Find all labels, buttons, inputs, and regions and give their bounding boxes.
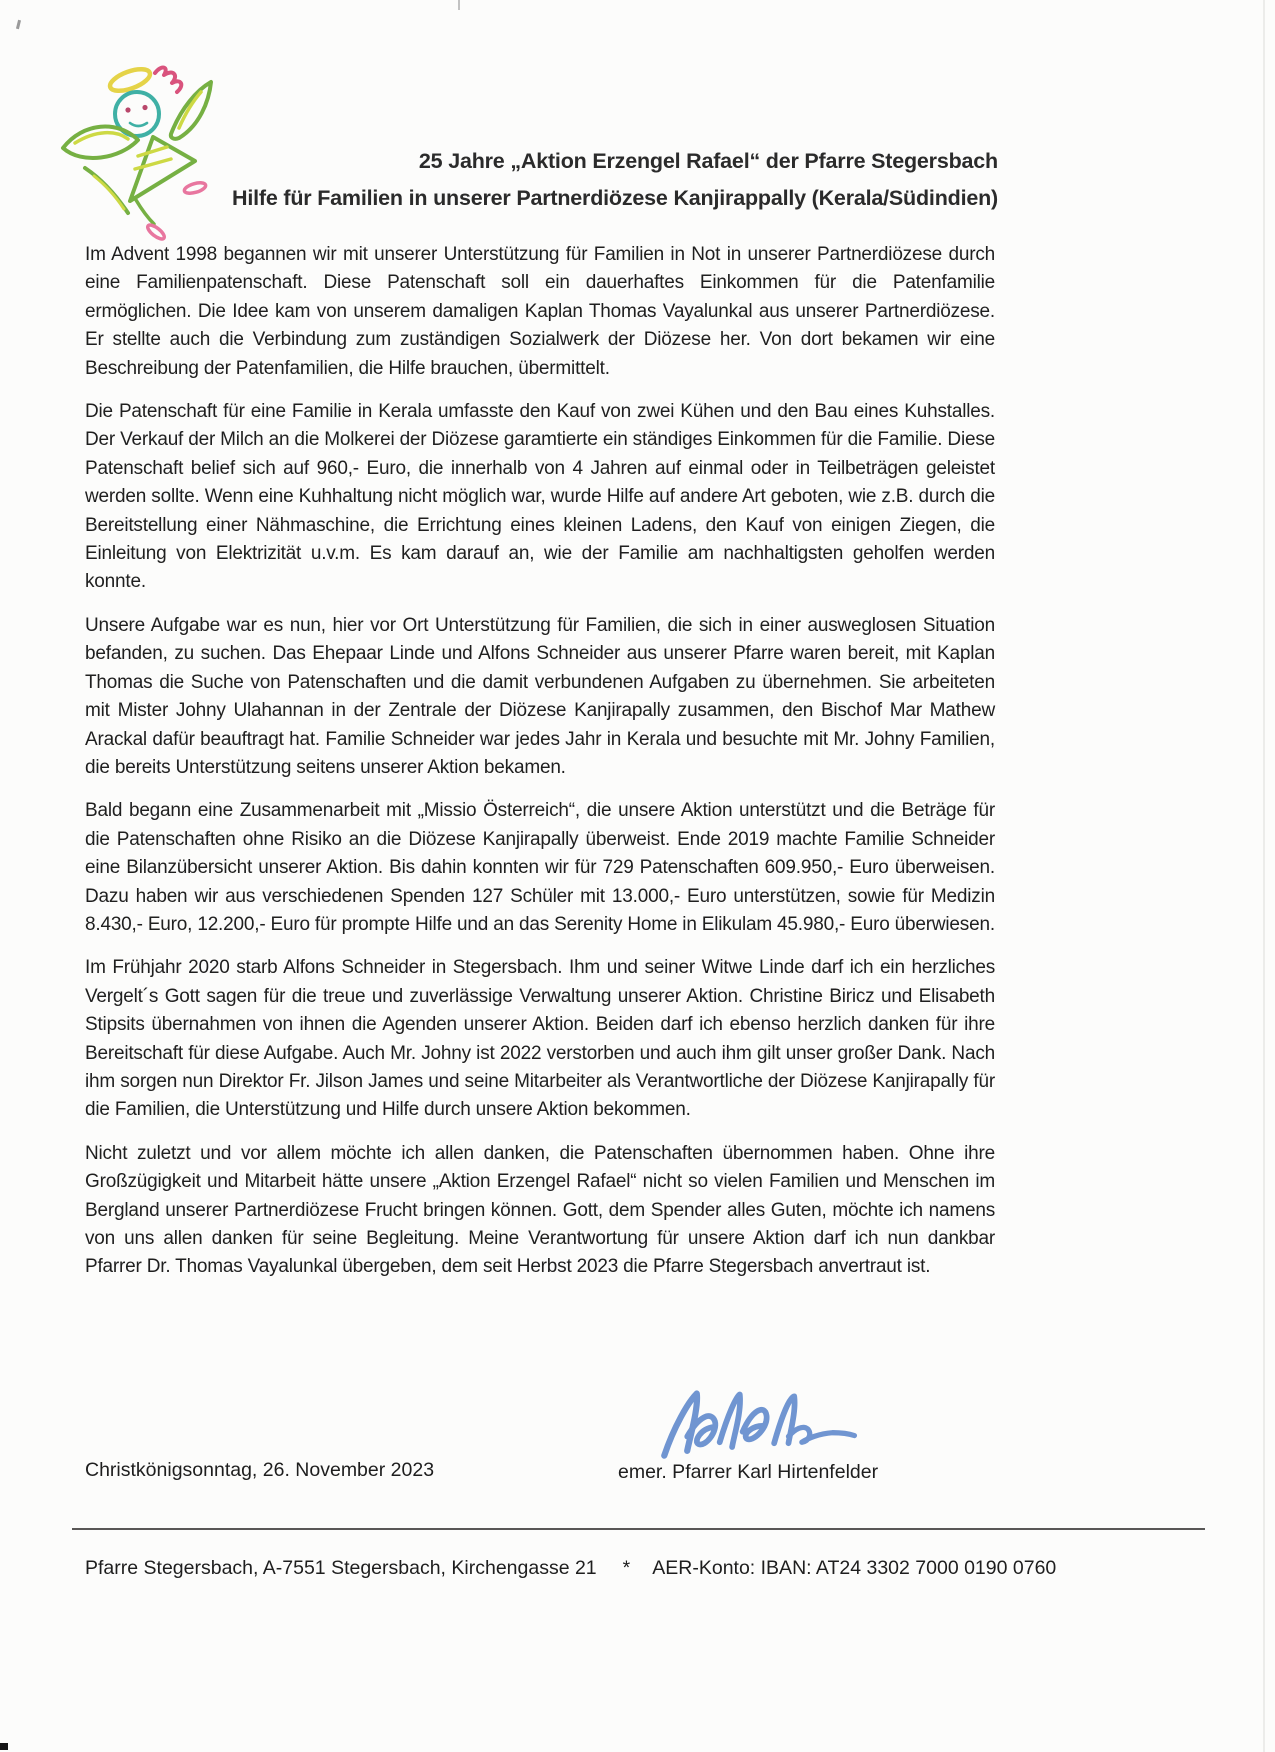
paragraph-6: Nicht zuletzt und vor allem möchte ich allen danken, die Patenschaften übernommen haben. Ohne ihre Großzügigkeit und Mitarbeit hätte unsere „Aktion Erzengel Rafael“ nicht so vielen Familien und Menschen im Bergland unserer Partnerdiözese Frucht bringen können. Gott, dem Spender alles Guten, möchte ich namens von uns allen danken für seine Begleitung. Meine Verantwortung für unsere Aktion darf ich nun dankbar Pfarrer Dr. Thomas Vayalunkal übergeben, dem seit Herbst 2023 die Pfarre Stegersbach anvertraut ist. bbox=[85, 1142, 995, 1278]
footer-account: AER-Konto: IBAN: AT24 3302 7000 0190 0760 bbox=[652, 1557, 1057, 1579]
scan-artifact bbox=[458, 0, 460, 10]
title-line-1: 25 Jahre „Aktion Erzengel Rafael“ der Pfarre Stegersbach bbox=[418, 149, 998, 173]
title-line-2: Hilfe für Familien in unserer Partnerdiözese Kanjirappally (Kerala/Südindien) bbox=[232, 186, 998, 210]
footer-separator: * bbox=[622, 1557, 631, 1579]
scan-artifact bbox=[16, 20, 21, 29]
letter-title bbox=[0, 143, 998, 217]
paragraph-5: Im Frühjahr 2020 starb Alfons Schneider in Stegersbach. Ihm und seiner Witwe Linde darf ich ein herzliches Vergelt´s Gott sagen für die treue und zuverlässige Verwaltung unserer Aktion. Christine Biricz und Elisabeth Stipsits übernahmen von ihnen die Agenden unserer Aktion. Beiden darf ich ebenso herzlich danken für ihre Bereitschaft für diese Aufgabe. Auch Mr. Johny ist 2022 verstorben und auch ihm gilt unser großer Dank. Nach ihm sorgen nun Direktor Fr. Jilson James und seine Mitarbeiter als Verantwortliche der Diözese Kanjirapally für die Familien, die Unterstützung und Hilfe durch unsere Aktion bekommen. bbox=[85, 957, 995, 1121]
paragraph-2: Die Patenschaft für eine Familie in Kerala umfasste den Kauf von zwei Kühen und den Bau eines Kuhstalles. Der Verkauf der Milch an die Molkerei der Diözese garamtierte ein ständiges Einkommen für die Familie. Diese Patenschaft belief sich auf 960,- Euro, die innerhalb von 4 Jahren auf einmal oder in Teilbeträgen geleistet werden sollte. Wenn eine Kuhhaltung nicht möglich war, wurde Hilfe auf andere Art geboten, wie z.B. durch die Bereitstellung einer Nähmaschine, die Errichtung eines kleinen Ladens, den Kauf von einigen Ziegen, die Einleitung von Elektrizität u.v.m. Es kam darauf an, wie der Familie am nachhaltigsten geholfen werden konnte. bbox=[85, 401, 995, 593]
paragraph-4: Bald begann eine Zusammenarbeit mit „Missio Österreich“, die unsere Aktion unterstützt und die Beträge für die Patenschaften ohne Risiko an die Diözese Kanjirapally überweist. Ende 2019 machte Familie Schneider eine Bilanzübersicht unserer Aktion. Bis dahin konnten wir für 729 Patenschaften 609.950,- Euro überweisen. Dazu haben wir aus verschiedenen Spenden 127 Schüler mit 13.000,- Euro unterstützen, sowie für Medizin 8.430,- Euro, 12.200,- Euro für prompte Hilfe und an das Serenity Home in Elikulam 45.980,- Euro überwiesen. bbox=[85, 800, 995, 935]
paragraph-3: Unsere Aufgabe war es nun, hier vor Ort Unterstützung für Familien, die sich in einer ausweglosen Situation befanden, zu suchen. Das Ehepaar Linde und Alfons Schneider aus unserer Pfarre waren bereit, mit Kaplan Thomas die Suche von Patenschaften und die damit verbundenen Aufgaben zu übernehmen. Sie arbeiteten mit Mister Johny Ulahannan in der Zentrale der Diözese Kanjirapally zusammen, den Bischof Mar Mathew Arackal dafür beauftragt hat. Familie Schneider war jedes Jahr in Kerala und besuchte mit Mr. Johny Familien, die bereits Unterstützung seitens unserer Aktion bekamen. bbox=[85, 614, 995, 778]
footer-divider bbox=[72, 1528, 1205, 1530]
letter-footer bbox=[85, 1557, 1195, 1580]
signer-name: emer. Pfarrer Karl Hirtenfelder bbox=[618, 1461, 879, 1483]
letter-body bbox=[85, 241, 995, 1297]
date-line: Christkönigsonntag, 26. November 2023 bbox=[85, 1459, 435, 1481]
footer-address: Pfarre Stegersbach, A-7551 Stegersbach, Kirchengasse 21 bbox=[85, 1557, 597, 1579]
handwritten-signature bbox=[648, 1383, 864, 1469]
paragraph-1: Im Advent 1998 begannen wir mit unserer Unterstützung für Familien in Not in unserer Partnerdiözese durch eine Familienpatenschaft. Diese Patenschaft soll ein dauerhaftes Einkommen für die Patenfamilie ermöglichen. Die Idee kam von unserem damaligen Kaplan Thomas Vayalunkal aus unserer Partnerdiözese. Er stellte auch die Verbindung zum zuständigen Sozialwerk der Diözese her. Von dort bekamen wir eine Beschreibung der Patenfamilien, die Hilfe brauchen, übermittelt. bbox=[85, 244, 995, 379]
scan-artifact bbox=[1263, 0, 1265, 1752]
scan-artifact bbox=[0, 1743, 8, 1750]
